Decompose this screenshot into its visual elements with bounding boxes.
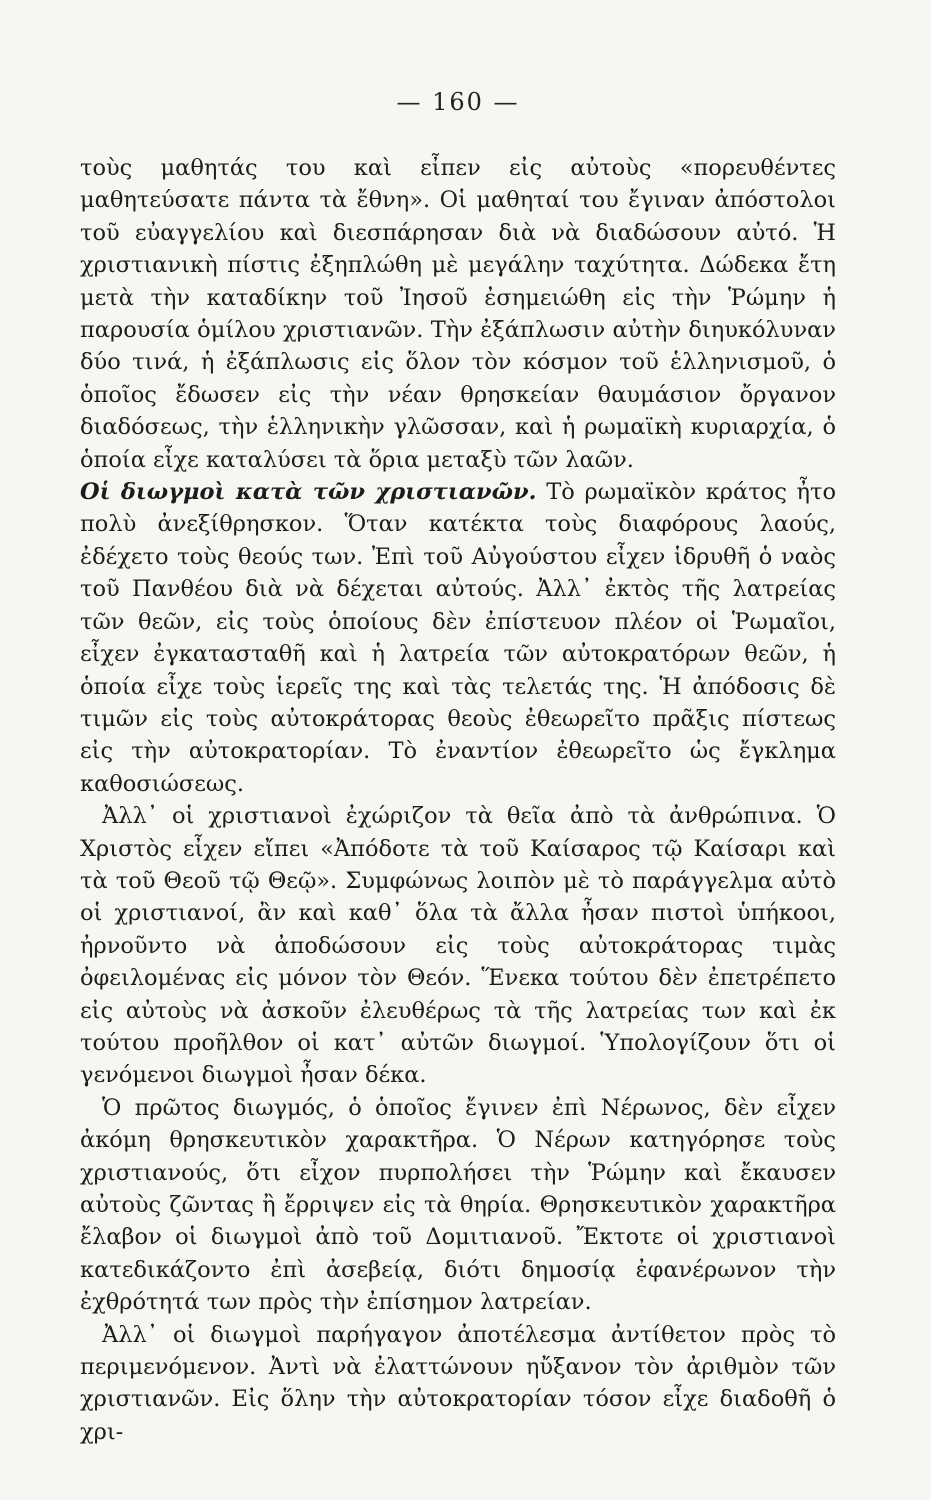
paragraph-2 xyxy=(80,476,836,800)
paragraph-4: Ὁ πρῶτος διωγμός, ὁ ὁποῖος ἔγινεν ἐπὶ Νέρωνος, δὲν εἶχεν ἀκόμη θρησκευτικὸν χαρακτῆρα. Ὁ Νέρων κατηγόρησε τοὺς χριστιανούς, ὅτι εἶχον πυρπολήσει τὴν Ῥώμην καὶ ἔκαυσεν αὐτοὺς ζῶντας ἢ ἔρριψεν εἰς τὰ θηρία. Θρησκευτικὸν χαρακτῆρα ἔλαβον οἱ διωγμοὶ ἀπὸ τοῦ Δομιτιανοῦ. Ἔκτοτε οἱ χριστιανοὶ κατεδικάζοντο ἐπὶ ἀσεβείᾳ, διότι δημοσίᾳ ἐφανέρωνον τὴν ἐχθρότητά των πρὸς τὴν ἐπίσημον λατρείαν. xyxy=(80,1094,836,1316)
paragraph-2-text: Τὸ ρωμαϊκὸν κράτος ἦτο πολὺ ἀνεξίθρησκον. Ὅταν κατέκτα τοὺς διαφόρους λαούς, ἐδέχετο τοὺς θεούς των. Ἐπὶ τοῦ Αὐγούστου εἶχεν ἱδρυθῆ ὁ ναὸς τοῦ Πανθέου διὰ νὰ δέχεται αὐτούς. Ἀλλ᾽ ἐκτὸς τῆς λατρείας τῶν θεῶν, εἰς τοὺς ὁποίους δὲν ἐπίστευον πλέον οἱ Ῥωμαῖοι, εἶχεν ἐγκατασταθῆ καὶ ἡ λατρεία τῶν αὐτοκρατόρων θεῶν, ἡ ὁποία εἶχε τοὺς ἱερεῖς της καὶ τὰς τελετάς της. Ἡ ἀπόδοσις δὲ τιμῶν εἰς τοὺς αὐτοκράτορας θεοὺς ἐθεωρεῖτο πρᾶξις πίστεως εἰς τὴν αὐτοκρατορίαν. Τὸ ἐναντίον ἐθεωρεῖτο ὡς ἔγκλημα καθοσιώσεως. xyxy=(80,479,836,797)
paragraph-5: Ἀλλ᾽ οἱ διωγμοὶ παρήγαγον ἀποτέλεσμα ἀντίθετον πρὸς τὸ περιμενόμενον. Ἀντὶ νὰ ἐλαττώνουν ηὔξανον τὸν ἀριθμὸν τῶν χριστιανῶν. Εἰς ὅλην τὴν αὐτοκρατορίαν τόσον εἶχε διαδοθῆ ὁ χρι- xyxy=(80,1321,836,1445)
paragraph-3: Ἀλλ᾽ οἱ χριστιανοὶ ἐχώριζον τὰ θεῖα ἀπὸ τὰ ἀνθρώπινα. Ὁ Χριστὸς εἶχεν εἴπει «Ἀπόδοτε τὰ τοῦ Καίσαρος τῷ Καίσαρι καὶ τὰ τοῦ Θεοῦ τῷ Θεῷ». Συμφώνως λοιπὸν μὲ τὸ παράγγελμα αὐτὸ οἱ χριστιανοί, ἂν καὶ καθ᾽ ὅλα τὰ ἄλλα ἦσαν πιστοὶ ὑπήκοοι, ἠρνοῦντο νὰ ἀποδώσουν εἰς τοὺς αὐτοκράτορας τιμὰς ὀφειλομένας εἰς μόνον τὸν Θεόν. Ἕνεκα τούτου δὲν ἐπετρέπετο εἰς αὐτοὺς νὰ ἀσκοῦν ἐλευθέρως τὰ τῆς λατρείας των καὶ ἐκ τούτου προῆλθον οἱ κατ᾽ αὐτῶν διωγμοί. Ὑπολογίζουν ὅτι οἱ γενόμενοι διωγμοὶ ἦσαν δέκα. xyxy=(80,803,836,1089)
section-heading: Οἱ διωγμοὶ κατὰ τῶν χριστιανῶν. xyxy=(80,479,537,506)
body-text xyxy=(80,152,836,1448)
page-number: — 160 — xyxy=(396,88,520,116)
paragraph-1: τοὺς μαθητάς του καὶ εἶπεν εἰς αὐτοὺς «πορευθέντες μαθητεύσατε πάντα τὰ ἔθνη». Οἱ μαθηταί του ἔγιναν ἀπόστολοι τοῦ εὐαγγελίου καὶ διεσπάρησαν διὰ νὰ διαδώσουν αὐτό. Ἡ χριστιανικὴ πίστις ἐξηπλώθη μὲ μεγάλην ταχύτητα. Δώδεκα ἔτη μετὰ τὴν καταδίκην τοῦ Ἰησοῦ ἐσημειώθη εἰς τὴν Ῥώμην ἡ παρουσία ὁμίλου χριστιανῶν. Τὴν ἐξάπλωσιν αὐτὴν διηυκόλυναν δύο τινά, ἡ ἐξάπλωσις εἰς ὅλον τὸν κόσμον τοῦ ἑλληνισμοῦ, ὁ ὁποῖος ἔδωσεν εἰς τὴν νέαν θρησκείαν θαυμάσιον ὄργανον διαδόσεως, τὴν ἑλληνικὴν γλῶσσαν, καὶ ἡ ρωμαϊκὴ κυριαρχία, ὁ ὁποία εἶχε καταλύσει τὰ ὅρια μεταξὺ τῶν λαῶν. xyxy=(80,155,836,473)
